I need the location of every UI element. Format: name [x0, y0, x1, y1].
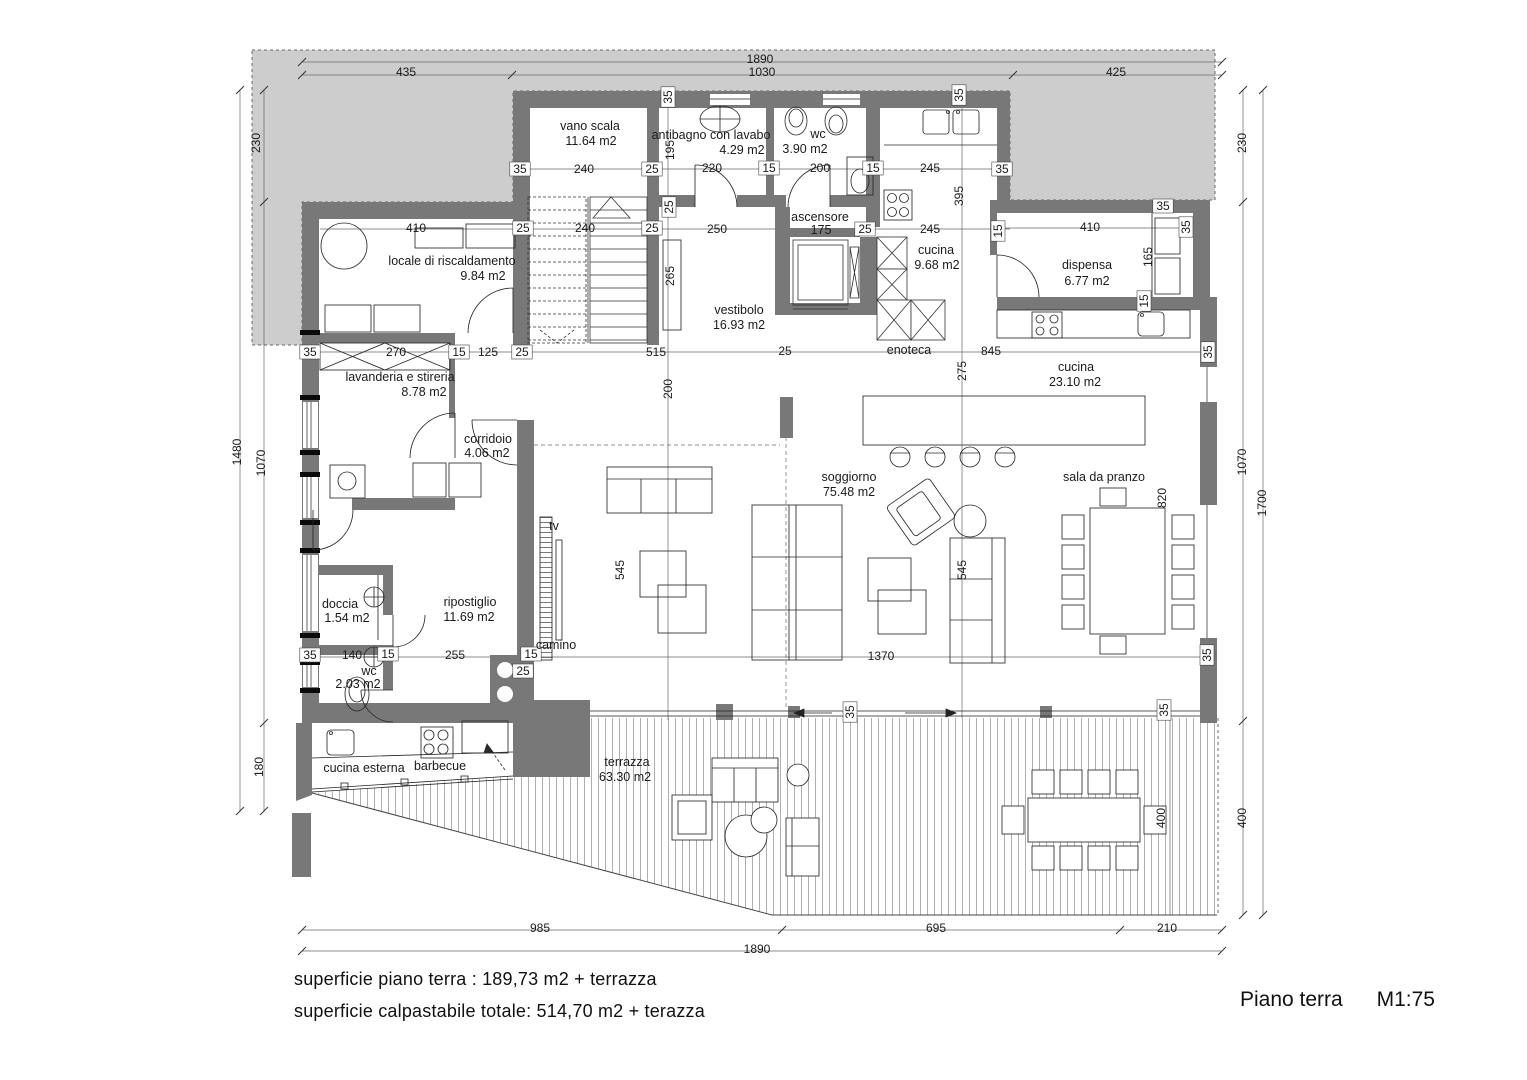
dim-label — [530, 921, 550, 935]
svg-text:35: 35 — [1157, 703, 1171, 717]
svg-text:270: 270 — [385, 345, 407, 359]
svg-text:1030: 1030 — [748, 65, 776, 79]
dim-label — [952, 186, 966, 206]
svg-text:ripostiglio: ripostiglio — [443, 595, 497, 609]
dim-label — [702, 161, 722, 175]
dim-label — [863, 161, 883, 175]
dim-label — [1137, 291, 1151, 311]
svg-text:35: 35 — [661, 90, 675, 104]
svg-text:25: 25 — [645, 162, 659, 176]
dim-label — [613, 560, 627, 580]
dim-label — [575, 221, 595, 235]
dim-label — [663, 140, 677, 160]
area-label — [335, 677, 380, 691]
svg-text:240: 240 — [573, 162, 595, 176]
svg-text:200: 200 — [661, 378, 675, 400]
svg-text:410: 410 — [1079, 220, 1101, 234]
room-label — [322, 597, 358, 611]
dim-label — [386, 345, 406, 359]
svg-text:1.54 m2: 1.54 m2 — [324, 611, 370, 625]
svg-text:125: 125 — [477, 345, 499, 359]
dim-label — [300, 648, 320, 662]
svg-text:250: 250 — [706, 222, 728, 236]
dim-label — [707, 222, 727, 236]
dim-label — [1155, 488, 1169, 508]
dim-label — [855, 222, 875, 236]
svg-text:6.77 m2: 6.77 m2 — [1064, 274, 1110, 288]
dim-label — [252, 757, 266, 777]
room-label — [323, 761, 404, 775]
dim-label — [300, 345, 320, 359]
svg-text:ascensore: ascensore — [791, 210, 849, 224]
dim-label — [642, 221, 662, 235]
dim-label — [513, 221, 533, 235]
dim-label — [661, 379, 675, 399]
area-label — [1049, 375, 1101, 389]
svg-text:15: 15 — [452, 345, 466, 359]
dim-label — [445, 648, 465, 662]
svg-text:locale di riscaldamento: locale di riscaldamento — [388, 254, 516, 268]
room-label — [360, 664, 376, 678]
dim-label — [920, 161, 940, 175]
svg-text:425: 425 — [1105, 65, 1127, 79]
dim-label — [1153, 199, 1173, 213]
room-label — [652, 128, 771, 142]
svg-text:cucina: cucina — [917, 243, 955, 257]
dim-label — [478, 345, 498, 359]
svg-text:25: 25 — [516, 664, 530, 678]
dim-label — [1235, 448, 1249, 475]
area-label — [401, 385, 446, 399]
svg-text:1070: 1070 — [254, 449, 268, 477]
dim-label — [1235, 808, 1249, 828]
dim-label — [378, 647, 398, 661]
dim-label — [661, 87, 675, 107]
dim-label — [342, 648, 362, 662]
svg-text:63.30 m2: 63.30 m2 — [598, 770, 652, 784]
svg-text:35: 35 — [843, 705, 857, 719]
dim-label — [749, 65, 776, 79]
svg-text:395: 395 — [952, 185, 966, 207]
dim-label — [778, 344, 792, 358]
svg-text:245: 245 — [919, 222, 941, 236]
svg-text:cucina: cucina — [1057, 360, 1095, 374]
dim-label — [992, 162, 1012, 176]
svg-text:enoteca: enoteca — [886, 343, 932, 357]
svg-text:35: 35 — [1179, 220, 1193, 234]
room-label — [887, 343, 932, 357]
dim-label — [646, 345, 666, 359]
svg-text:195: 195 — [663, 139, 677, 161]
area-label — [719, 143, 764, 157]
dim-label — [449, 345, 469, 359]
dim-label — [1080, 220, 1100, 234]
dim-label — [663, 266, 677, 286]
svg-text:210: 210 — [1156, 921, 1178, 935]
drawing-scale: M1:75 — [1376, 988, 1435, 1011]
dim-label — [1106, 65, 1126, 79]
svg-text:9.68 m2: 9.68 m2 — [914, 258, 960, 272]
svg-text:35: 35 — [513, 162, 527, 176]
svg-text:2.03 m2: 2.03 m2 — [335, 677, 381, 691]
svg-text:245: 245 — [919, 161, 941, 175]
svg-text:25: 25 — [778, 344, 792, 358]
dim-label — [1201, 342, 1215, 362]
dim-label — [955, 361, 969, 381]
svg-text:wc: wc — [361, 664, 377, 678]
room-label — [604, 755, 649, 769]
dim-label — [868, 649, 895, 663]
dim-label — [662, 197, 676, 217]
dim-label — [1154, 808, 1168, 828]
area-label — [565, 134, 616, 148]
dim-label — [747, 52, 774, 66]
dim-label — [642, 162, 662, 176]
svg-text:11.69 m2: 11.69 m2 — [443, 610, 495, 624]
svg-text:180: 180 — [252, 756, 266, 778]
room-label — [791, 210, 849, 224]
svg-text:1890: 1890 — [746, 52, 774, 66]
dim-label — [759, 161, 779, 175]
svg-text:35: 35 — [1156, 199, 1170, 213]
svg-text:265: 265 — [663, 265, 677, 287]
svg-text:35: 35 — [1200, 648, 1214, 662]
room-label — [464, 432, 512, 446]
svg-text:vano scala: vano scala — [560, 119, 620, 133]
svg-text:lavanderia e stireria: lavanderia e stireria — [345, 370, 455, 384]
svg-text:4.29 m2: 4.29 m2 — [719, 143, 765, 157]
dim-label — [981, 344, 1001, 358]
svg-text:camino: camino — [535, 638, 577, 652]
svg-text:275: 275 — [955, 360, 969, 382]
svg-text:220: 220 — [701, 161, 723, 175]
dim-label — [249, 133, 263, 153]
svg-text:545: 545 — [955, 559, 969, 581]
svg-text:35: 35 — [995, 162, 1009, 176]
svg-text:dispensa: dispensa — [1061, 258, 1113, 272]
room-label — [809, 127, 825, 141]
dim-label — [513, 664, 533, 678]
dim-label — [510, 162, 530, 176]
dim-label — [1200, 645, 1214, 665]
svg-text:vestibolo: vestibolo — [714, 303, 764, 317]
svg-text:165: 165 — [1141, 246, 1155, 268]
svg-text:11.64 m2: 11.64 m2 — [565, 134, 617, 148]
area-notes — [294, 963, 705, 1027]
dim-label — [1157, 700, 1171, 720]
svg-text:35: 35 — [303, 648, 317, 662]
svg-text:terrazza: terrazza — [604, 755, 650, 769]
room-label — [536, 638, 576, 652]
dim-label — [952, 85, 966, 105]
svg-text:1890: 1890 — [743, 942, 771, 956]
svg-text:15: 15 — [991, 224, 1005, 238]
svg-text:sala da pranzo: sala da pranzo — [1062, 470, 1146, 484]
svg-text:140: 140 — [341, 648, 363, 662]
drawing-title: Piano terra — [1240, 988, 1343, 1011]
room-label — [345, 370, 454, 384]
area-label — [443, 610, 494, 624]
room-label — [444, 595, 497, 609]
dim-label — [926, 921, 946, 935]
svg-text:25: 25 — [516, 221, 530, 235]
svg-text:1370: 1370 — [867, 649, 895, 663]
staircase — [528, 197, 647, 343]
dim-label — [1157, 921, 1177, 935]
title-block — [1240, 988, 1435, 1012]
svg-text:16.93 m2: 16.93 m2 — [712, 318, 766, 332]
svg-text:545: 545 — [613, 559, 627, 581]
svg-text:435: 435 — [395, 65, 417, 79]
note-line-2: superficie calpastabile totale: 514,70 m2 + terazza — [294, 1001, 705, 1021]
room-label — [1058, 360, 1094, 374]
dim-label — [1235, 133, 1249, 153]
svg-text:255: 255 — [444, 648, 466, 662]
dim-label — [1255, 489, 1269, 516]
svg-text:820: 820 — [1155, 487, 1169, 509]
dim-label — [230, 438, 244, 465]
area-label — [713, 318, 765, 332]
svg-text:9.84 m2: 9.84 m2 — [460, 269, 506, 283]
room-label — [918, 243, 954, 257]
svg-text:15: 15 — [866, 161, 880, 175]
svg-text:1480: 1480 — [230, 438, 244, 466]
svg-text:15: 15 — [762, 161, 776, 175]
svg-text:corridoio: corridoio — [464, 432, 512, 446]
area-label — [460, 269, 505, 283]
dim-label — [396, 65, 416, 79]
svg-text:35: 35 — [1201, 345, 1215, 359]
svg-text:695: 695 — [925, 921, 947, 935]
room-label — [414, 759, 466, 773]
svg-text:antibagno con lavabo: antibagno con lavabo — [651, 128, 771, 142]
area-label — [782, 142, 827, 156]
area-label — [811, 223, 832, 237]
svg-text:1070: 1070 — [1235, 448, 1249, 476]
room-label — [388, 254, 515, 268]
svg-text:230: 230 — [1235, 132, 1249, 154]
note-line-1: superficie piano terra : 189,73 m2 + terrazza — [294, 969, 657, 989]
room-label — [822, 470, 877, 484]
dim-label — [744, 942, 771, 956]
svg-text:410: 410 — [405, 221, 427, 235]
svg-text:515: 515 — [645, 345, 667, 359]
svg-text:985: 985 — [529, 921, 551, 935]
svg-text:400: 400 — [1235, 807, 1249, 829]
svg-text:400: 400 — [1154, 807, 1168, 829]
svg-text:15: 15 — [381, 647, 395, 661]
dim-label — [810, 161, 830, 175]
svg-text:3.90 m2: 3.90 m2 — [782, 142, 828, 156]
dim-label — [920, 222, 940, 236]
dim-label — [574, 162, 594, 176]
svg-text:35: 35 — [952, 88, 966, 102]
svg-text:35: 35 — [303, 345, 317, 359]
svg-text:cucina esterna: cucina esterna — [323, 761, 405, 775]
svg-text:200: 200 — [809, 161, 831, 175]
area-label — [823, 485, 875, 499]
area-label — [1064, 274, 1109, 288]
svg-text:4.06 m2: 4.06 m2 — [464, 446, 510, 460]
room-label — [560, 119, 620, 133]
svg-text:wc: wc — [810, 127, 826, 141]
svg-text:25: 25 — [515, 345, 529, 359]
svg-text:1700: 1700 — [1255, 489, 1269, 517]
room-label — [1063, 470, 1145, 484]
svg-text:25: 25 — [645, 221, 659, 235]
area-label — [464, 446, 509, 460]
dim-label — [406, 221, 426, 235]
dim-label — [1141, 247, 1155, 267]
area-label — [914, 258, 959, 272]
svg-text:845: 845 — [980, 344, 1002, 358]
room-label — [549, 519, 559, 533]
svg-text:175: 175 — [810, 223, 832, 237]
dim-label — [254, 449, 268, 476]
room-label — [1062, 258, 1112, 272]
svg-text:tv: tv — [549, 519, 559, 533]
svg-text:8.78 m2: 8.78 m2 — [401, 385, 447, 399]
room-label — [714, 303, 763, 317]
dim-label — [1179, 217, 1193, 237]
svg-text:soggiorno: soggiorno — [821, 470, 877, 484]
svg-text:doccia: doccia — [321, 597, 359, 611]
area-label — [324, 611, 369, 625]
svg-text:barbecue: barbecue — [413, 759, 467, 773]
svg-text:15: 15 — [1137, 294, 1151, 308]
dim-label — [991, 221, 1005, 241]
svg-text:25: 25 — [858, 222, 872, 236]
dim-label — [512, 345, 532, 359]
svg-text:15: 15 — [524, 647, 538, 661]
area-label — [599, 770, 651, 784]
elevator — [793, 240, 859, 309]
svg-text:23.10 m2: 23.10 m2 — [1048, 375, 1102, 389]
svg-text:230: 230 — [249, 132, 263, 154]
dim-label — [955, 560, 969, 580]
svg-text:240: 240 — [574, 221, 596, 235]
dim-label — [843, 702, 857, 722]
svg-text:25: 25 — [662, 200, 676, 214]
svg-text:75.48 m2: 75.48 m2 — [822, 485, 876, 499]
